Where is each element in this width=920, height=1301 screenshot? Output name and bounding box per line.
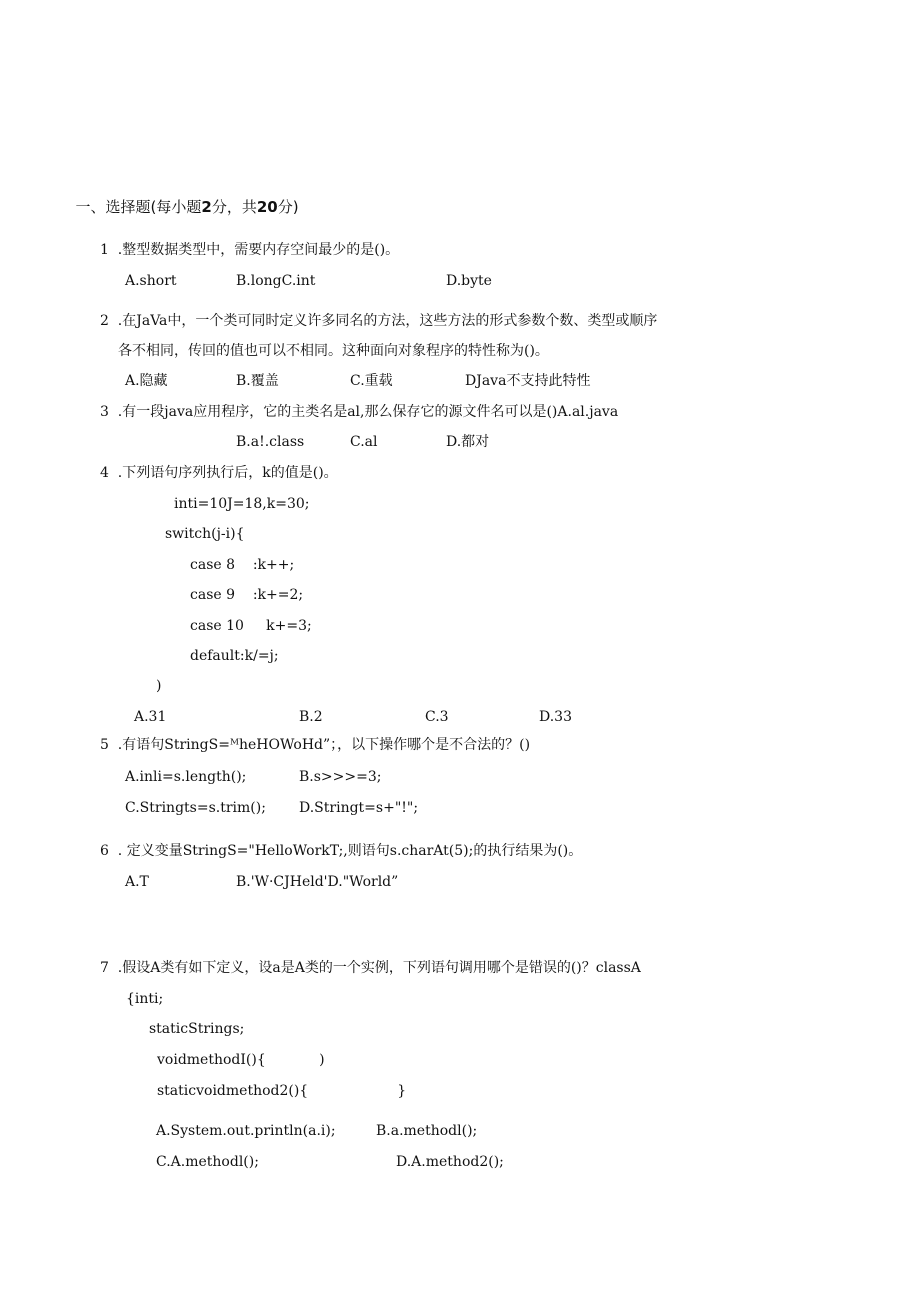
section-title-mid: 分，共 [211,198,257,216]
question-7-option-a: A.System.out.println(a.i); [156,1123,336,1139]
question-5-option-b: B.s>>>=3; [299,769,382,785]
question-5-option-c: C.Stringts=s.trim(); [125,800,266,816]
question-4-code-line: ) [156,678,162,694]
question-2-option-a: A.隐藏 [125,373,168,389]
section-title-lead: 一、选择题(每小题 [75,198,202,216]
question-2-option-c: C.重载 [350,373,393,389]
question-7-option-b: B.a.methodl(); [376,1123,478,1139]
question-2-stem-line2: 各不相同，传回的值也可以不相同。这种面向对象程序的特性称为()。 [118,343,549,359]
question-4-option-a: A.31 [134,709,167,725]
question-4-option-d: D.33 [539,709,572,725]
question-7-option-c: C.A.methodl(); [156,1154,259,1170]
question-3-option-c: C.al [350,434,378,450]
question-2-stem-line1: 2 .在JaVa中，一个类可同时定义许多同名的方法，这些方法的形式参数个数、类型或顺序 [100,313,658,329]
question-4-code-line: case 8 :k++; [190,557,295,573]
question-1-option-d: D.byte [446,273,492,289]
question-5-option-a: A.inli=s.length(); [125,769,247,785]
section-points-each: 2 [201,198,212,216]
question-4-code-line: switch(j-i){ [165,526,245,542]
question-6-option-bcd: B.'W·CJHeld'D."World” [236,874,399,890]
question-2-option-b: B.覆盖 [236,373,279,389]
section-title-tail: 分) [277,198,299,216]
question-6-option-a: A.T [125,874,149,890]
question-2-option-d: DJava不支持此特性 [465,373,591,389]
question-7-code-line: staticvoidmethod2(){ } [157,1083,407,1099]
question-4-stem: 4 .下列语句序列执行后，k的值是()。 [100,465,338,481]
question-4-code-line: inti=10J=18,k=30; [174,496,310,512]
section-points-total: 20 [256,198,278,216]
question-1-option-bc: B.longC.int [236,273,316,289]
question-1-stem: 1 .整型数据类型中，需要内存空间最少的是()。 [100,242,400,258]
question-5-option-d: D.Stringt=s+"!"; [299,800,419,816]
question-5-stem: 5 .有语句StringS=ᴹheHOWoHd”；，以下操作哪个是不合法的？() [100,737,531,753]
question-4-code-line: case 10 k+=3; [190,618,312,634]
question-4-code-line: case 9 :k+=2; [190,587,304,603]
question-4-code-line: default:k/=j; [190,648,279,664]
section-title [66,180,299,216]
question-7-stem: 7 .假设A类有如下定义，设a是A类的一个实例，下列语句调用哪个是错误的()？classA [100,960,641,976]
question-4-option-c: C.3 [425,709,449,725]
question-3-option-d: D.都对 [446,434,490,450]
question-3-stem: 3 .有一段java应用程序，它的主类名是al,那么保存它的源文件名可以是()A.al.java [100,404,619,420]
question-7-code-line: {inti; [126,991,164,1007]
question-7-code-line: voidmethodI(){ ) [157,1052,325,1068]
question-3-option-b: B.a!.class [236,434,305,450]
question-6-stem: 6 . 定义变量StringS="HelloWorkT;,则语句s.charAt(5);的执行结果为()。 [100,843,583,859]
question-1-option-a: A.short [125,273,177,289]
question-7-option-d: D.A.method2(); [396,1154,504,1170]
question-7-code-line: staticStrings; [149,1021,245,1037]
question-4-option-b: B.2 [299,709,323,725]
